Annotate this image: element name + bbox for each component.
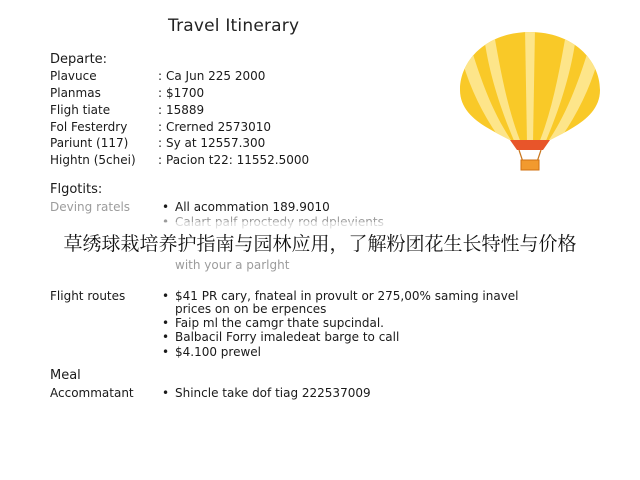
departure-label: Fligh tiate bbox=[50, 103, 111, 117]
departure-value: Pacion t22: 11552.5000 bbox=[166, 153, 310, 167]
departure-colon: : bbox=[158, 103, 163, 117]
bullet-icon: • bbox=[162, 345, 170, 359]
bullet-icon: • bbox=[162, 289, 170, 303]
departure-label: Pariunt (117) bbox=[50, 136, 129, 150]
bullet-icon: • bbox=[162, 316, 170, 330]
meal-item: Shincle take dof tiag 222537009 bbox=[175, 386, 371, 400]
departure-colon: : bbox=[158, 153, 163, 167]
departure-colon: : bbox=[158, 69, 163, 83]
routes-item: Faip ml the camgr thate supcindal. bbox=[175, 316, 384, 330]
departure-value: Sy at 12557.300 bbox=[166, 136, 266, 150]
routes-item: $4.100 prewel bbox=[175, 345, 262, 359]
bullet-icon: • bbox=[162, 386, 170, 400]
departure-label: Plavuce bbox=[50, 69, 97, 83]
departure-label: Fol Festerdry bbox=[50, 120, 128, 134]
departure-colon: : bbox=[158, 136, 163, 150]
flights-item: with your a parlght bbox=[175, 258, 290, 272]
departure-colon: : bbox=[158, 120, 163, 134]
routes-item: Balbacil Forry imaledeat barge to call bbox=[175, 330, 400, 344]
meal-heading: Meal bbox=[50, 368, 81, 383]
departure-heading: Departe: bbox=[50, 52, 108, 67]
flights-label: Deving ratels bbox=[50, 200, 131, 214]
page-title: Travel Itinerary bbox=[168, 16, 300, 36]
departure-value: $1700 bbox=[166, 86, 205, 100]
routes-label: Flight routes bbox=[50, 289, 126, 303]
caption-overlay: 草绣球栽培养护指南与园林应用，了解粉团花生长特性与价格 bbox=[63, 233, 577, 255]
flights-item: All acommation 189.9010 bbox=[175, 200, 330, 214]
meal-label: Accommatant bbox=[50, 386, 134, 400]
departure-colon: : bbox=[158, 86, 163, 100]
bullet-icon: • bbox=[162, 200, 170, 214]
hot-air-balloon-icon bbox=[455, 28, 605, 173]
flights-heading: Flgotits: bbox=[50, 182, 103, 197]
departure-value: 15889 bbox=[166, 103, 205, 117]
departure-label: Planmas bbox=[50, 86, 101, 100]
routes-item: $41 PR cary, fnateal in provult or 275,00% saming inavel bbox=[175, 289, 519, 303]
bullet-icon: • bbox=[162, 330, 170, 344]
departure-value: Crerned 2573010 bbox=[166, 120, 272, 134]
departure-value: Ca Jun 225 2000 bbox=[166, 69, 266, 83]
departure-label: Hightn (5chei) bbox=[50, 153, 136, 167]
routes-item: prices on on be erpences bbox=[175, 302, 327, 316]
